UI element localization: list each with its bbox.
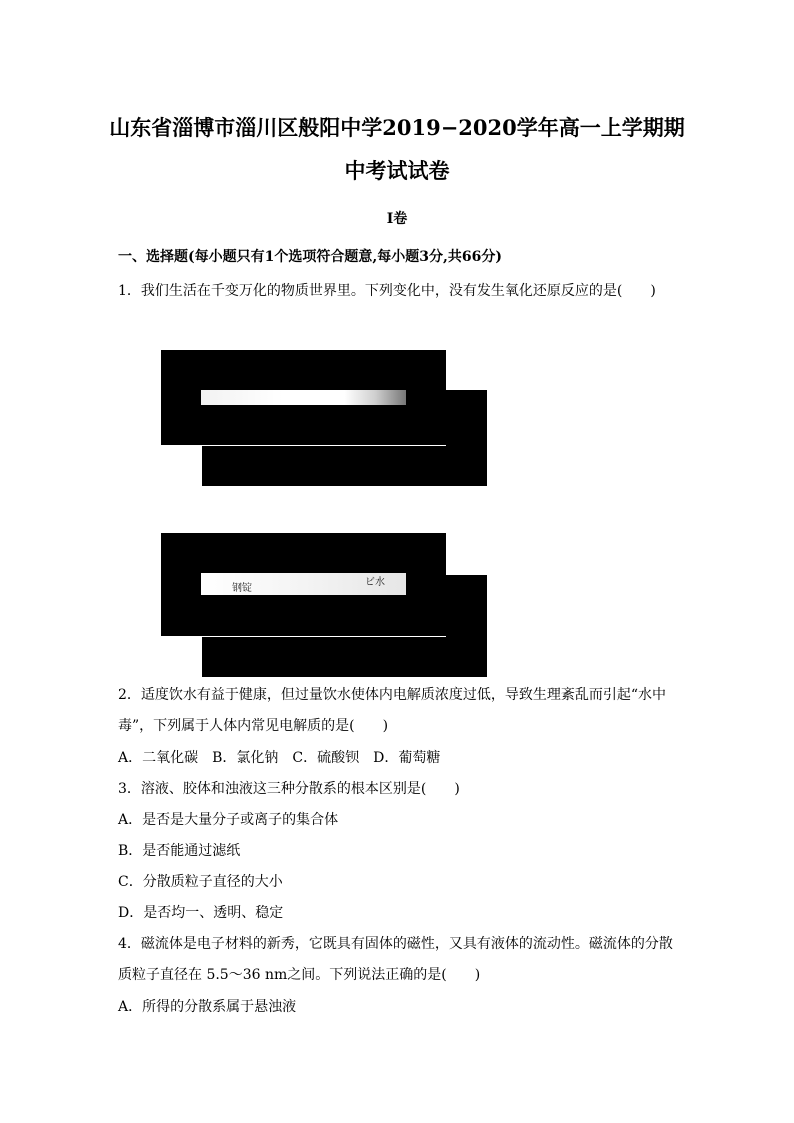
image-caption-fragment: 钢锭 bbox=[232, 583, 252, 594]
question-4-line-1: 4．磁流体是电子材料的新秀，它既具有固体的磁性，又具有液体的流动性。磁流体的分散 bbox=[118, 936, 673, 952]
question-3-option-a: A．是否是大量分子或离子的集合体 bbox=[118, 812, 339, 828]
redaction-block bbox=[406, 573, 446, 595]
redaction-block bbox=[161, 390, 201, 405]
redaction-block bbox=[161, 533, 446, 573]
question-3-option-b: B．是否能通过滤纸 bbox=[118, 843, 241, 859]
redaction-block bbox=[446, 575, 487, 677]
section-label: I卷 bbox=[386, 211, 408, 227]
redaction-block bbox=[406, 390, 446, 405]
redaction-block bbox=[161, 595, 446, 636]
image-caption-fragment: ビ水 bbox=[365, 577, 385, 588]
question-4-option-a: A．所得的分散系属于悬浊液 bbox=[118, 999, 297, 1015]
image-strip bbox=[201, 390, 406, 405]
redaction-block bbox=[161, 350, 446, 390]
question-3: 3．溶液、胶体和浊液这三种分散系的根本区别是( ) bbox=[118, 781, 460, 797]
page-title-line-1: 山东省淄博市淄川区般阳中学2019−2020学年高一上学期期 bbox=[109, 115, 685, 140]
redaction-block bbox=[446, 390, 487, 486]
redaction-block bbox=[161, 573, 201, 595]
page-title-line-2: 中考试试卷 bbox=[344, 158, 450, 183]
redaction-block bbox=[202, 637, 446, 677]
part-heading: 一、选择题(每小题只有1个选项符合题意,每小题3分,共66分) bbox=[118, 249, 502, 265]
question-3-option-c: C．分散质粒子直径的大小 bbox=[118, 874, 283, 890]
question-2-options: A．二氧化碳 B．氯化钠 C．硫酸钡 D．葡萄糖 bbox=[118, 750, 441, 766]
redaction-block bbox=[161, 405, 446, 445]
redaction-block bbox=[202, 446, 446, 486]
question-4-line-2: 质粒子直径在 5.5～36 nm之间。下列说法正确的是( ) bbox=[118, 967, 481, 983]
question-2-line-2: 毒”，下列属于人体内常见电解质的是( ) bbox=[118, 718, 389, 734]
question-2-line-1: 2．适度饮水有益于健康，但过量饮水使体内电解质浓度过低，导致生理紊乱而引起“水中 bbox=[118, 687, 667, 703]
question-1: 1．我们生活在千变万化的物质世界里。下列变化中，没有发生氧化还原反应的是( ) bbox=[118, 283, 656, 299]
question-3-option-d: D．是否均一、透明、稳定 bbox=[118, 905, 284, 921]
